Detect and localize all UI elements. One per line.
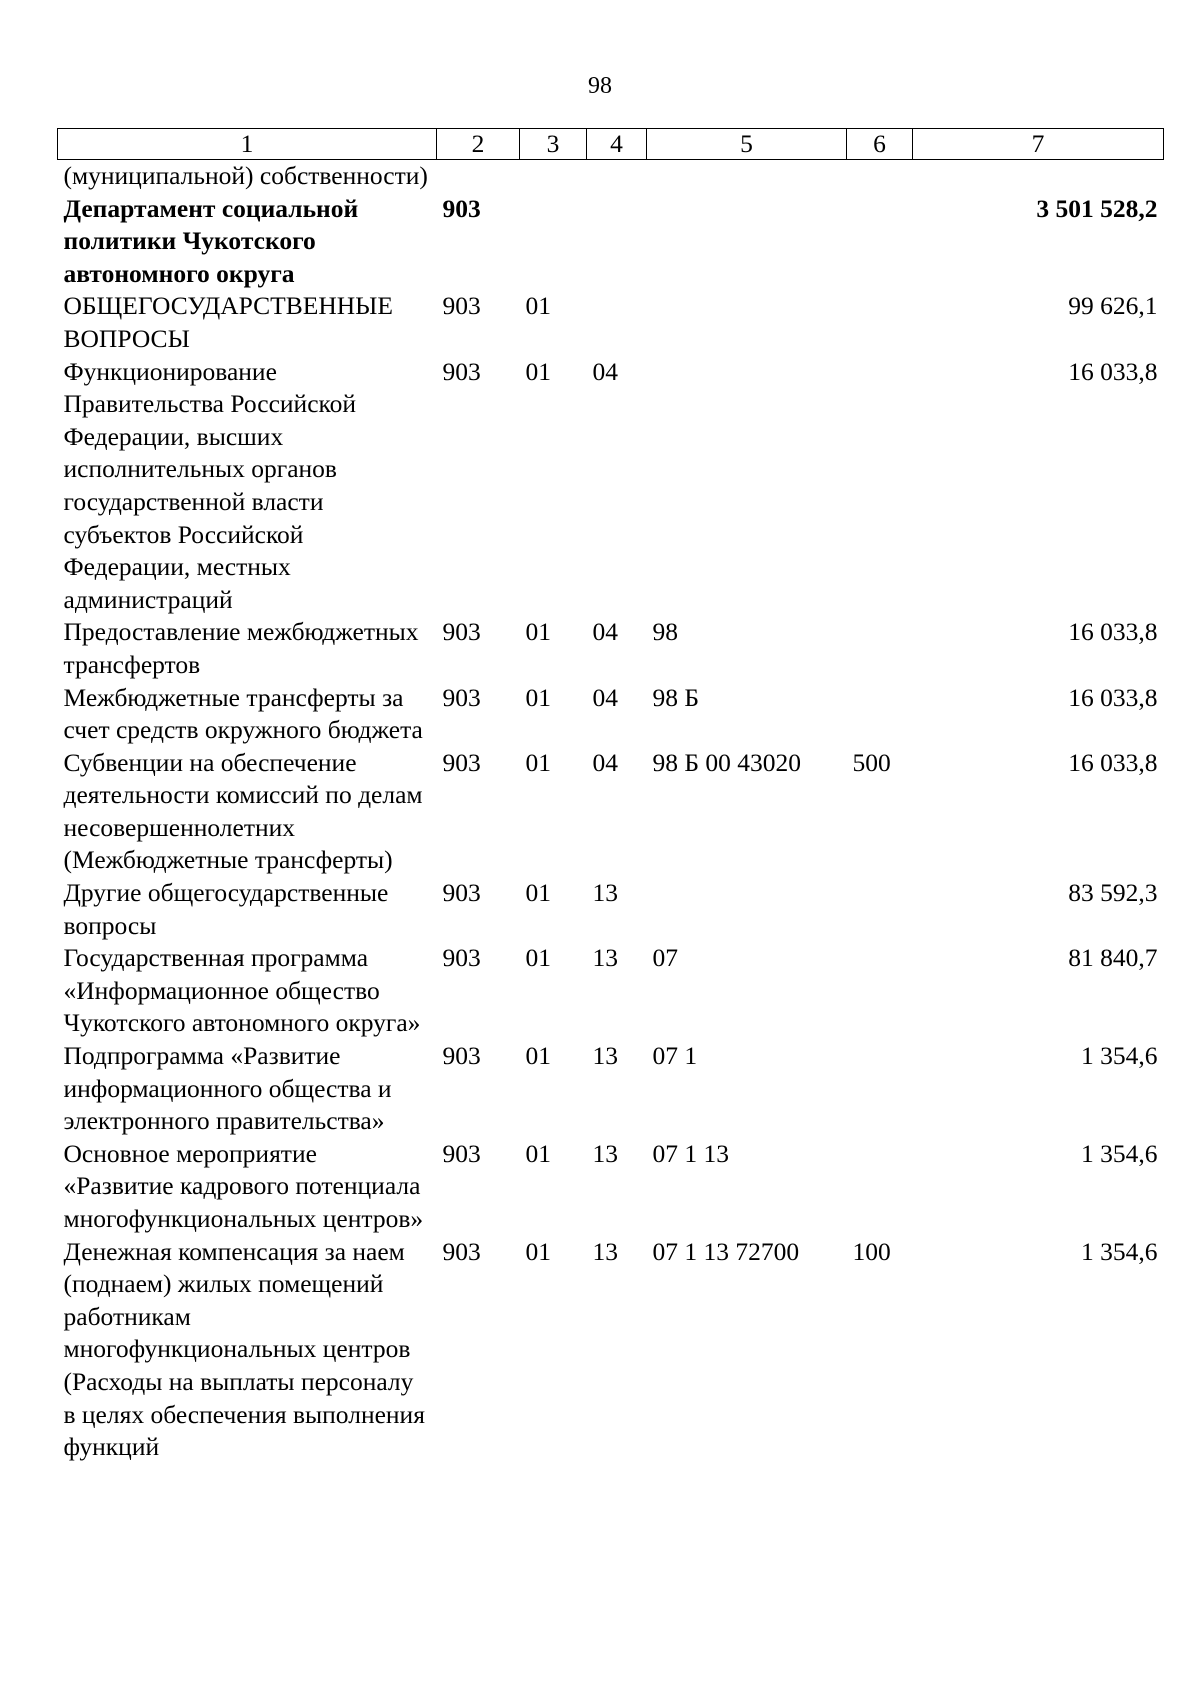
row-ministry-code: 903 [442, 193, 481, 223]
row-target-article: 98 [652, 617, 678, 647]
table-row [58, 356, 1164, 617]
row-section: 01 [525, 1236, 551, 1266]
row-name: Межбюджетные трансферты за счет средств окружного бюджета [63, 682, 423, 745]
row-name: Субвенции на обеспечение деятельности комиссий по делам несовершеннолетних (Межбюджетные трансферты) [63, 747, 423, 875]
row-name: Государственная программа «Информационное общество Чукотского автономного округа» [63, 943, 421, 1038]
row-ministry-code: 903 [442, 1041, 481, 1071]
row-ministry-code: 903 [442, 682, 481, 712]
row-subsection: 04 [592, 682, 618, 712]
row-subsection: 13 [592, 878, 618, 908]
row-name: Другие общегосударственные вопросы [63, 878, 389, 940]
row-amount: 81 840,7 [1068, 943, 1158, 973]
row-subsection: 13 [592, 1138, 618, 1168]
table-row [58, 942, 1164, 1040]
row-expense-type [847, 356, 913, 617]
row-name: Основное мероприятие «Развитие кадрового потенциала многофункциональных центров» [63, 1138, 424, 1233]
header-col-5: 5 [647, 129, 847, 160]
row-target-article [647, 877, 847, 942]
header-col-4: 4 [587, 129, 647, 160]
row-target-article: 98 Б [652, 682, 700, 712]
header-col-7: 7 [913, 129, 1164, 160]
row-name: Денежная компенсация за наем (поднаем) жилых помещений работникам многофункциональных центров (Расходы на выплаты персоналу в целях обеспечения выполнения функций [63, 1236, 425, 1462]
row-amount: 99 626,1 [1068, 291, 1158, 321]
budget-table [57, 128, 1164, 1464]
table-row [58, 1138, 1164, 1236]
row-section [520, 160, 587, 193]
row-ministry-code: 903 [442, 1138, 481, 1168]
row-name: Функционирование Правительства Российской Федерации, высших исполнительных органов государственной власти субъектов Российской Федерации, местных администраций [63, 356, 357, 614]
row-section: 01 [525, 682, 551, 712]
row-target-article: 07 [652, 943, 678, 973]
row-name: Подпрограмма «Развитие информационного общества и электронного правительства» [63, 1041, 392, 1136]
row-ministry-code: 903 [442, 747, 481, 777]
row-section: 01 [525, 943, 551, 973]
row-subsection [587, 193, 647, 291]
row-expense-type [847, 942, 913, 1040]
row-name: Предоставление межбюджетных трансфертов [63, 617, 419, 679]
row-expense-type [847, 616, 913, 681]
row-target-article [647, 356, 847, 617]
table-header [58, 129, 1164, 160]
row-subsection: 04 [592, 356, 618, 386]
row-target-article [647, 160, 847, 193]
row-expense-type [847, 682, 913, 747]
table-body [58, 160, 1164, 1464]
row-target-article: 07 1 13 [652, 1138, 729, 1168]
table-row [58, 747, 1164, 877]
row-subsection [587, 160, 647, 193]
table-row [58, 193, 1164, 291]
row-section: 01 [525, 356, 551, 386]
header-row [58, 129, 1164, 160]
row-ministry-code: 903 [442, 291, 481, 321]
table-row [58, 682, 1164, 747]
row-amount: 16 033,8 [1068, 617, 1158, 647]
row-section: 01 [525, 617, 551, 647]
table-row [58, 1040, 1164, 1138]
row-expense-type: 100 [852, 1236, 891, 1266]
table-row [58, 616, 1164, 681]
row-subsection: 04 [592, 617, 618, 647]
row-expense-type [847, 160, 913, 193]
header-col-6: 6 [847, 129, 913, 160]
row-section: 01 [525, 747, 551, 777]
row-expense-type [847, 1138, 913, 1236]
table-row [58, 160, 1164, 193]
row-expense-type [847, 290, 913, 355]
row-name: Департамент социальной политики Чукотского автономного округа [63, 193, 359, 288]
row-subsection: 13 [592, 1236, 618, 1266]
row-target-article [647, 193, 847, 291]
row-ministry-code: 903 [442, 943, 481, 973]
row-expense-type [847, 1040, 913, 1138]
row-ministry-code: 903 [442, 356, 481, 386]
row-section: 01 [525, 1138, 551, 1168]
row-expense-type: 500 [852, 747, 891, 777]
page-number: 98 [588, 73, 612, 99]
row-amount: 16 033,8 [1068, 682, 1158, 712]
row-section: 01 [525, 878, 551, 908]
table-row [58, 1236, 1164, 1464]
row-target-article: 07 1 13 72700 [652, 1236, 800, 1266]
header-col-2: 2 [437, 129, 520, 160]
header-col-3: 3 [520, 129, 587, 160]
row-ministry-code: 903 [442, 878, 481, 908]
row-subsection: 04 [592, 747, 618, 777]
row-target-article [647, 290, 847, 355]
row-ministry-code: 903 [442, 617, 481, 647]
row-amount: 1 354,6 [1081, 1236, 1158, 1266]
row-amount [913, 160, 1164, 193]
row-name: (муниципальной) собственности) [63, 161, 428, 190]
row-amount: 16 033,8 [1068, 747, 1158, 777]
row-subsection: 13 [592, 943, 618, 973]
row-target-article: 98 Б 00 43020 [652, 747, 802, 777]
row-amount: 83 592,3 [1068, 878, 1158, 908]
row-amount: 1 354,6 [1081, 1041, 1158, 1071]
row-ministry-code [437, 160, 520, 193]
table-row [58, 877, 1164, 942]
table-row [58, 290, 1164, 355]
row-subsection [587, 290, 647, 355]
row-subsection: 13 [592, 1041, 618, 1071]
row-section: 01 [525, 1041, 551, 1071]
row-ministry-code: 903 [442, 1236, 481, 1266]
row-expense-type [847, 193, 913, 291]
row-section: 01 [525, 291, 551, 321]
row-section [520, 193, 587, 291]
row-amount: 3 501 528,2 [1036, 193, 1158, 223]
row-amount: 1 354,6 [1081, 1138, 1158, 1168]
row-amount: 16 033,8 [1068, 356, 1158, 386]
row-expense-type [847, 877, 913, 942]
row-target-article: 07 1 [652, 1041, 698, 1071]
header-col-1: 1 [58, 129, 437, 160]
row-name: ОБЩЕГОСУДАРСТВЕННЫЕ ВОПРОСЫ [63, 291, 393, 353]
